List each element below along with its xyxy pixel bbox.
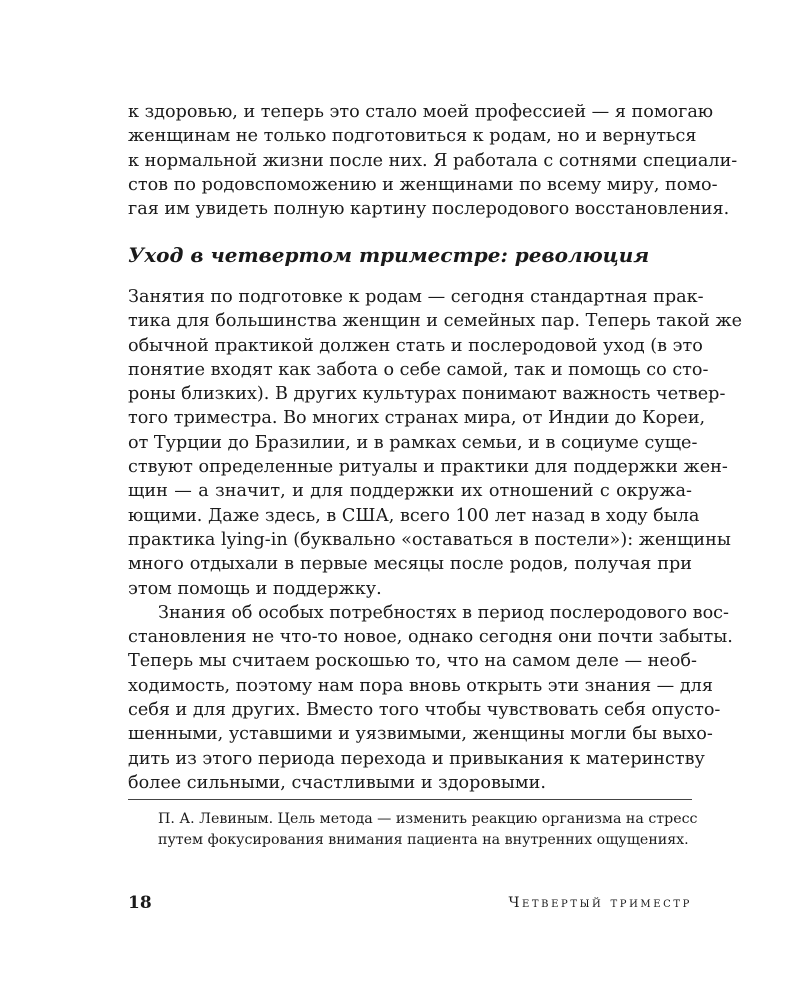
text-line: к нормальной жизни после них. Я работала с сотнями специали- [128,150,738,171]
text-line: Занятия по подготовке к родам — сегодня стандартная прак- [128,287,704,307]
text-line: этом помощь и поддержку. [128,578,382,599]
text-line: к здоровью, и теперь это стало моей профессией — я помогаю [128,102,714,122]
text-line: себя и для других. Вместо того чтобы чувствовать себя опусто- [128,700,721,721]
footnote-line: П. А. Левиным. Цель метода — изменить реакцию организма на стресс [158,811,698,827]
text-line: женщинам не только подготовиться к родам, но и вернуться [128,126,697,147]
text-line: тика для большинства женщин и семейных пар. Теперь такой же [128,311,743,332]
text-line: того триместра. Во многих странах мира, от Индии до Кореи, [128,408,706,429]
text-line: ствуют определенные ритуалы и практики для поддержки жен- [128,457,728,478]
text-line: от Турции до Бразилии, и в рамках семьи, и в социуме суще- [128,432,698,453]
text-line: гая им увидеть полную картину послеродового восстановления. [128,199,730,220]
text-line: обычной практикой должен стать и послеродовой уход (в это [128,335,703,356]
text-line: ющими. Даже здесь, в США, всего 100 лет назад в ходу была [128,505,700,526]
footnote-line: путем фокусирования внимания пациента на внутренних ощущениях. [158,832,689,848]
top-paragraph [128,100,738,221]
text-line: Теперь мы считаем роскошью то, что на самом деле — необ- [128,651,697,672]
running-head: Четвертый триместр [508,895,692,911]
footnote-divider [128,799,692,800]
text-line: дить из этого периода перехода и привыкания к материнству [128,748,705,769]
text-line: много отдыхали в первые месяцы после родов, получая при [128,554,692,575]
body-text [128,285,743,795]
text-line: щин — а значит, и для поддержки их отношений с окружа- [128,481,692,502]
text-line: Знания об особых потребностях в период послеродового вос- [158,602,729,623]
text-line: понятие входят как забота о себе самой, так и помощь со сто- [128,359,709,380]
text-line: роны близких). В других культурах понимают важность четвер- [128,384,726,405]
section-heading: Уход в четвертом триместре: революция [128,243,650,267]
text-line: шенными, уставшими и уязвимыми, женщины могли бы выхо- [128,724,713,745]
text-line: становления не что-то новое, однако сегодня они почти забыты. [128,627,733,648]
text-line: стов по родовспоможению и женщинами по всему миру, помо- [128,174,718,195]
text-line: более сильными, счастливыми и здоровыми. [128,772,546,793]
footnote [158,809,698,851]
text-line: ходимость, поэтому нам пора вновь открыть эти знания — для [128,675,713,696]
text-line: практика lying-in (буквально «оставаться в постели»): женщины [128,529,731,550]
page-number: 18 [128,893,152,913]
